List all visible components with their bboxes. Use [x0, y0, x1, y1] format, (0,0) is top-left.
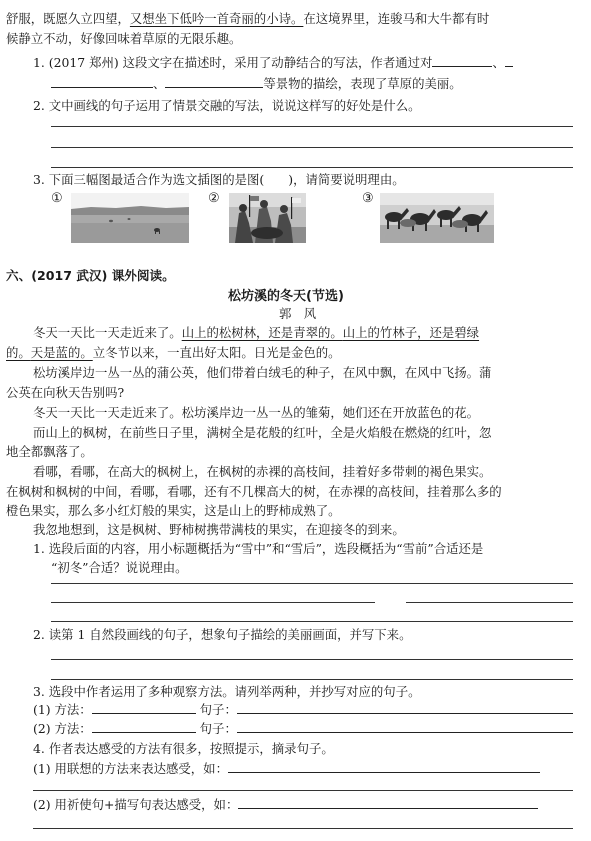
sentence-blank[interactable] — [237, 720, 573, 733]
question-6-1-line-2: “初冬”合适？说说理由。 — [51, 560, 188, 575]
underlined-sentence: 天是蓝的。 — [30, 345, 93, 360]
question-1-text: 等景物的描绘，表现了草原的美丽。 — [263, 76, 462, 91]
question-1-line-1 — [33, 54, 513, 72]
answer-blank[interactable] — [165, 75, 263, 88]
sentence-label: 句子： — [199, 702, 237, 717]
article-line — [6, 344, 341, 362]
answer-line[interactable] — [51, 679, 573, 680]
article-line: 橙色果实，那么多小红灯般的果实，这是山上的野柿成熟了。 — [6, 503, 341, 518]
section-heading: 六、(2017 武汉) 课外阅读。 — [6, 268, 175, 283]
answer-blank[interactable] — [432, 54, 492, 67]
question-6-1-line-1: 1. 选段后面的内容，用小标题概括为“雪中”和“雪后”，选段概括为“雪前”合适还是 — [33, 541, 484, 556]
article-line: 公英在向秋天告别吗? — [6, 385, 125, 400]
prompt-label: (1) 用联想的方法来表达感受，如： — [33, 761, 228, 776]
answer-line[interactable] — [51, 147, 573, 148]
answer-line[interactable] — [51, 602, 375, 603]
prompt-label: (2) 用祈使句+描写句表达感受，如： — [33, 797, 239, 812]
article-text: 冬天一天比一天走近来了。 — [33, 325, 182, 340]
underlined-sentence: 又想坐下低吟一首奇丽的小诗。 — [129, 11, 304, 26]
article-title: 松坊溪的冬天(节选) — [228, 289, 344, 304]
method-label: (1) 方法： — [33, 702, 92, 717]
question-3-text: )，请简要说明理由。 — [288, 172, 405, 187]
method-blank[interactable] — [92, 720, 196, 733]
underlined-sentence: 山上的竹林子，还是碧绿 — [342, 325, 480, 340]
picture-label-3: ③ — [362, 191, 374, 206]
grassland-picture — [71, 193, 189, 243]
answer-blank[interactable] — [51, 75, 153, 88]
passage-text: 舒服，既愿久立四望， — [6, 11, 130, 26]
method-2-row — [33, 720, 573, 738]
horses-picture — [380, 193, 494, 243]
method-1-row — [33, 701, 573, 719]
method-row-imperative — [33, 796, 538, 814]
passage-text: 在这境界里，连骏马和大牛都有时 — [303, 11, 490, 26]
answer-line[interactable] — [51, 621, 573, 622]
question-6-2: 2. 读第 1 自然段画线的句子，想象句子描绘的美丽画面，并写下来。 — [33, 627, 412, 642]
method-blank[interactable] — [92, 701, 196, 714]
article-line — [33, 324, 479, 342]
question-2 — [33, 97, 420, 115]
article-line: 看哪，看哪，在高大的枫树上，在枫树的赤裸的高枝间，挂着好多带刺的褐色果实。 — [33, 464, 492, 479]
sentence-blank[interactable] — [237, 701, 573, 714]
quote-blank[interactable] — [238, 796, 538, 809]
article-text: 立冬节以来，一直出好太阳。日光是金色的。 — [92, 345, 341, 360]
answer-blank[interactable] — [505, 54, 513, 67]
article-line: 地全都飘落了。 — [6, 444, 93, 459]
underlined-sentence: 的。 — [6, 345, 31, 360]
method-label: (2) 方法： — [33, 721, 92, 736]
punctuation: 、 — [492, 55, 505, 70]
picture-label-2: ② — [208, 191, 220, 206]
underlined-sentence: 山上的松树林，还是青翠的。 — [181, 325, 343, 340]
method-row-association — [33, 760, 540, 778]
answer-line[interactable] — [33, 828, 573, 829]
article-line: 而山上的枫树，在前些日子里，满树全是花般的红叶，全是火焰般在燃烧的红叶，忽 — [33, 425, 492, 440]
question-6-4: 4. 作者表达感受的方法有很多，按照提示，摘录句子。 — [33, 741, 334, 756]
answer-line[interactable] — [51, 659, 573, 660]
question-3-text: 3. 下面三幅图最适合作为选文插图的是图( — [33, 172, 265, 187]
passage-line-2 — [6, 30, 241, 48]
answer-line[interactable] — [33, 790, 573, 791]
article-line: 冬天一天比一天走近来了。松坊溪岸边一丛一丛的雏菊，她们还在开放蓝色的花。 — [33, 405, 480, 420]
sentence-label: 句子： — [199, 721, 237, 736]
article-line: 在枫树和枫树的中间，看哪，看哪，还有不几棵高大的树，在赤裸的高枝间，挂着那么多的 — [6, 484, 502, 499]
article-line: 我忽地想到，这是枫树、野柿树携带满枝的果实，在迎接冬的到来。 — [33, 522, 405, 537]
article-author: 郭 风 — [279, 306, 317, 321]
answer-line[interactable] — [51, 126, 573, 127]
question-1-text: 1. (2017 郑州) 这段文字在描述时，采用了动静结合的写法，作者通过对 — [33, 55, 433, 70]
article-line: 松坊溪岸边一丛一丛的蒲公英，他们带着白绒毛的种子，在风中飘，在风中飞扬。蒲 — [33, 365, 492, 380]
question-3 — [33, 171, 405, 189]
question-2-text: 2. 文中画线的句子运用了情景交融的写法，说说这样写的好处是什么。 — [33, 98, 421, 113]
quote-blank[interactable] — [228, 760, 540, 773]
passage-line-1 — [6, 10, 489, 28]
answer-line[interactable] — [51, 167, 573, 168]
answer-line[interactable] — [406, 602, 573, 603]
riders-picture — [229, 193, 306, 243]
picture-label-1: ① — [51, 191, 63, 206]
answer-line[interactable] — [51, 583, 573, 584]
question-1-line-2: 、 等景物的描绘，表现了草原的美丽。 — [51, 75, 462, 93]
question-6-3: 3. 选段中作者运用了多种观察方法。请列举两种，并抄写对应的句子。 — [33, 684, 421, 699]
passage-text: 候静立不动，好像回味着草原的无限乐趣。 — [6, 31, 242, 46]
